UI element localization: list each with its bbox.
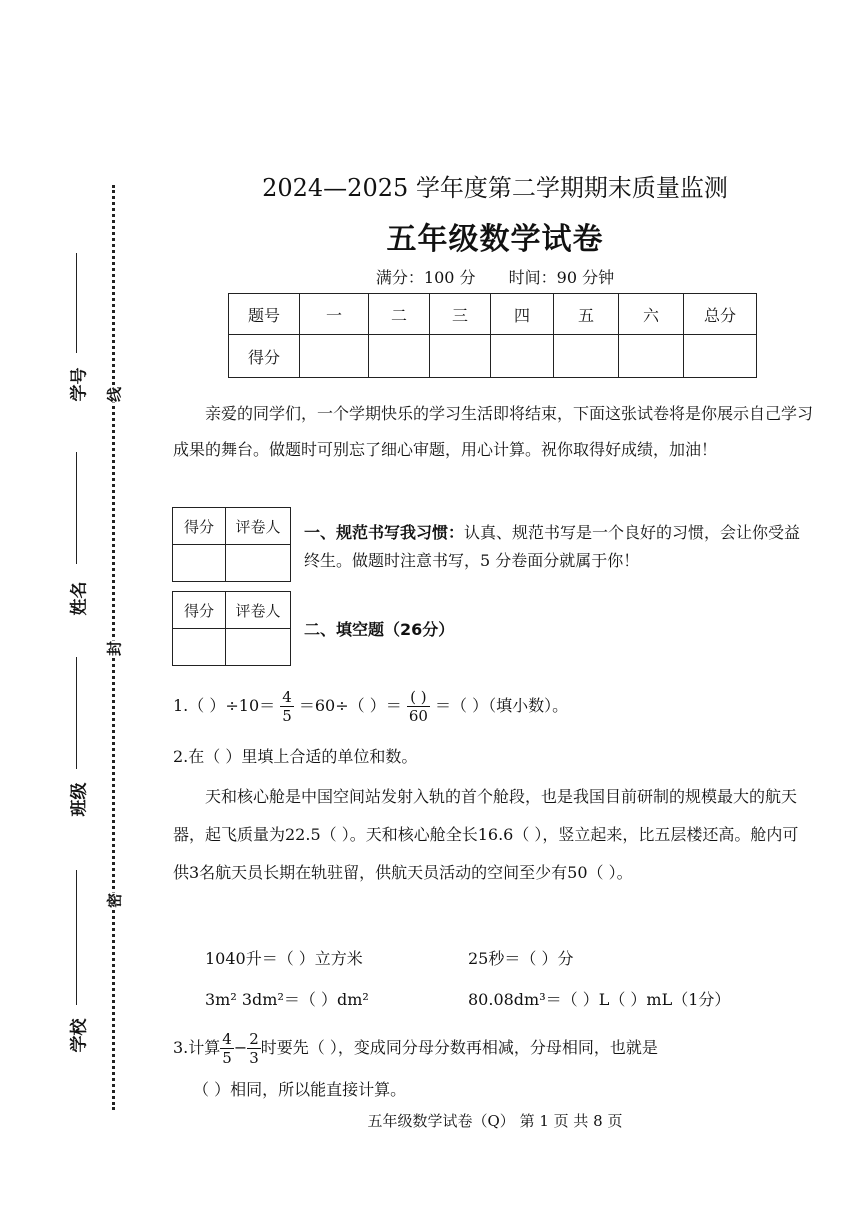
score-blank bbox=[430, 335, 491, 378]
fraction-denominator: 3 bbox=[249, 1049, 259, 1067]
fraction-denominator: 5 bbox=[282, 707, 292, 725]
score-blank bbox=[491, 335, 554, 378]
grader-label: 评卷人 bbox=[226, 508, 291, 545]
section1-title: 一、规范书写我习惯： bbox=[304, 523, 465, 542]
score-cell: 六 bbox=[619, 294, 684, 335]
q1-part-c: ＝（ ）（填小数）。 bbox=[435, 696, 569, 715]
q2-line1a: 1040升＝（ ）立方米 bbox=[205, 949, 363, 968]
score-blank bbox=[173, 545, 226, 582]
class-label: 班级 bbox=[69, 782, 90, 817]
seal-char-line: 线 bbox=[105, 387, 124, 403]
q3-part-c: （ ）相同，所以能直接计算。 bbox=[193, 1080, 407, 1099]
fraction-numerator: 2 bbox=[249, 1030, 259, 1048]
section1-text: 认真、规范书写是一个良好的习惯，会让你受益终生。做题时注意书写，5 分卷面分就属于你！ bbox=[304, 523, 801, 570]
score-cell: 二 bbox=[369, 294, 430, 335]
score-blank bbox=[554, 335, 619, 378]
question-2-passage: 天和核心舱是中国空间站发射入轨的首个舱段，也是我国目前研制的规模最大的航天器，起飞质量为22.5（ ）。天和核心舱全长16.6（ ），竖立起来，比五层楼还高。舱内可供3名航天员长期在轨驻留，供航天员活动的空间至少有50（ ）。 bbox=[173, 787, 799, 882]
seal-char-feng: 封 bbox=[105, 641, 124, 657]
q3-part-b: 时要先（ ），变成同分母分数再相减，分母相同，也就是 bbox=[260, 1038, 658, 1057]
fraction-numerator: 4 bbox=[222, 1030, 232, 1048]
school-label: 学校 bbox=[69, 1018, 90, 1053]
q1-fraction-1 bbox=[280, 688, 294, 725]
score-cell: 四 bbox=[491, 294, 554, 335]
exam-info bbox=[150, 265, 840, 288]
q2-line2a: 3m² 3dm²＝（ ）dm² bbox=[205, 990, 369, 1009]
score-cell: 一 bbox=[300, 294, 369, 335]
grader-blank bbox=[226, 545, 291, 582]
exam-title: 2024—2025 学年度第二学期期末质量监测 bbox=[262, 174, 728, 202]
seal-char-mi: 密 bbox=[105, 893, 124, 909]
section2-title: 二、填空题（26分） bbox=[304, 620, 455, 639]
question-1 bbox=[173, 688, 568, 725]
student-id-line bbox=[76, 253, 77, 353]
fraction-numerator: 4 bbox=[282, 688, 292, 706]
grader-blank bbox=[226, 629, 291, 666]
q3-minus: − bbox=[233, 1038, 248, 1057]
school-line bbox=[76, 870, 77, 1005]
q2-line2b: 80.08dm³＝（ ）L（ ）mL（1分） bbox=[468, 990, 731, 1009]
fraction-numerator: ( ) bbox=[407, 688, 430, 707]
q1-part-b: ＝60÷（ ）＝ bbox=[298, 696, 402, 715]
intro-paragraph: 亲爱的同学们，一个学期快乐的学习生活即将结束，下面这张试卷将是你展示自己学习成果的舞台。做题时可别忘了细心审题，用心计算。祝你取得好成绩，加油！ bbox=[173, 404, 814, 459]
score-label: 得分 bbox=[173, 592, 226, 629]
score-blank bbox=[369, 335, 430, 378]
class-line bbox=[76, 657, 77, 769]
q3-fraction-2 bbox=[247, 1030, 261, 1067]
score-blank bbox=[684, 335, 757, 378]
name-label: 姓名 bbox=[69, 581, 90, 616]
exam-time: 时间：90 分钟 bbox=[508, 268, 615, 287]
fraction-denominator: 5 bbox=[222, 1049, 232, 1067]
score-table-score-row bbox=[229, 335, 757, 378]
score-blank bbox=[173, 629, 226, 666]
q1-part-a: 1.（ ）÷10＝ bbox=[173, 696, 276, 715]
q2-line1b: 25秒＝（ ）分 bbox=[468, 949, 574, 968]
score-table-header-row bbox=[229, 294, 757, 335]
page-footer: 五年级数学试卷（Q） 第 1 页 共 8 页 bbox=[367, 1112, 623, 1130]
score-cell: 总分 bbox=[684, 294, 757, 335]
score-cell: 三 bbox=[430, 294, 491, 335]
exam-subtitle: 五年级数学试卷 bbox=[386, 222, 604, 257]
student-id-label: 学号 bbox=[69, 367, 90, 402]
name-line bbox=[76, 452, 77, 564]
fraction-denominator: 60 bbox=[408, 707, 428, 725]
score-cell: 五 bbox=[554, 294, 619, 335]
q3-fraction-1 bbox=[220, 1030, 234, 1067]
question-3 bbox=[173, 1030, 658, 1067]
score-label: 得分 bbox=[173, 508, 226, 545]
grader-label: 评卷人 bbox=[226, 592, 291, 629]
score-blank bbox=[300, 335, 369, 378]
section1 bbox=[304, 519, 804, 575]
grader-box-1 bbox=[172, 507, 291, 582]
score-cell: 题号 bbox=[229, 294, 300, 335]
full-score: 满分：100 分 bbox=[375, 268, 476, 287]
q1-fraction-2 bbox=[407, 688, 430, 725]
score-blank bbox=[619, 335, 684, 378]
question-2-title: 2.在（ ）里填上合适的单位和数。 bbox=[173, 747, 418, 766]
grader-box-2 bbox=[172, 591, 291, 666]
score-cell: 得分 bbox=[229, 335, 300, 378]
q3-part-a: 3.计算 bbox=[173, 1038, 221, 1057]
score-table bbox=[228, 293, 757, 378]
